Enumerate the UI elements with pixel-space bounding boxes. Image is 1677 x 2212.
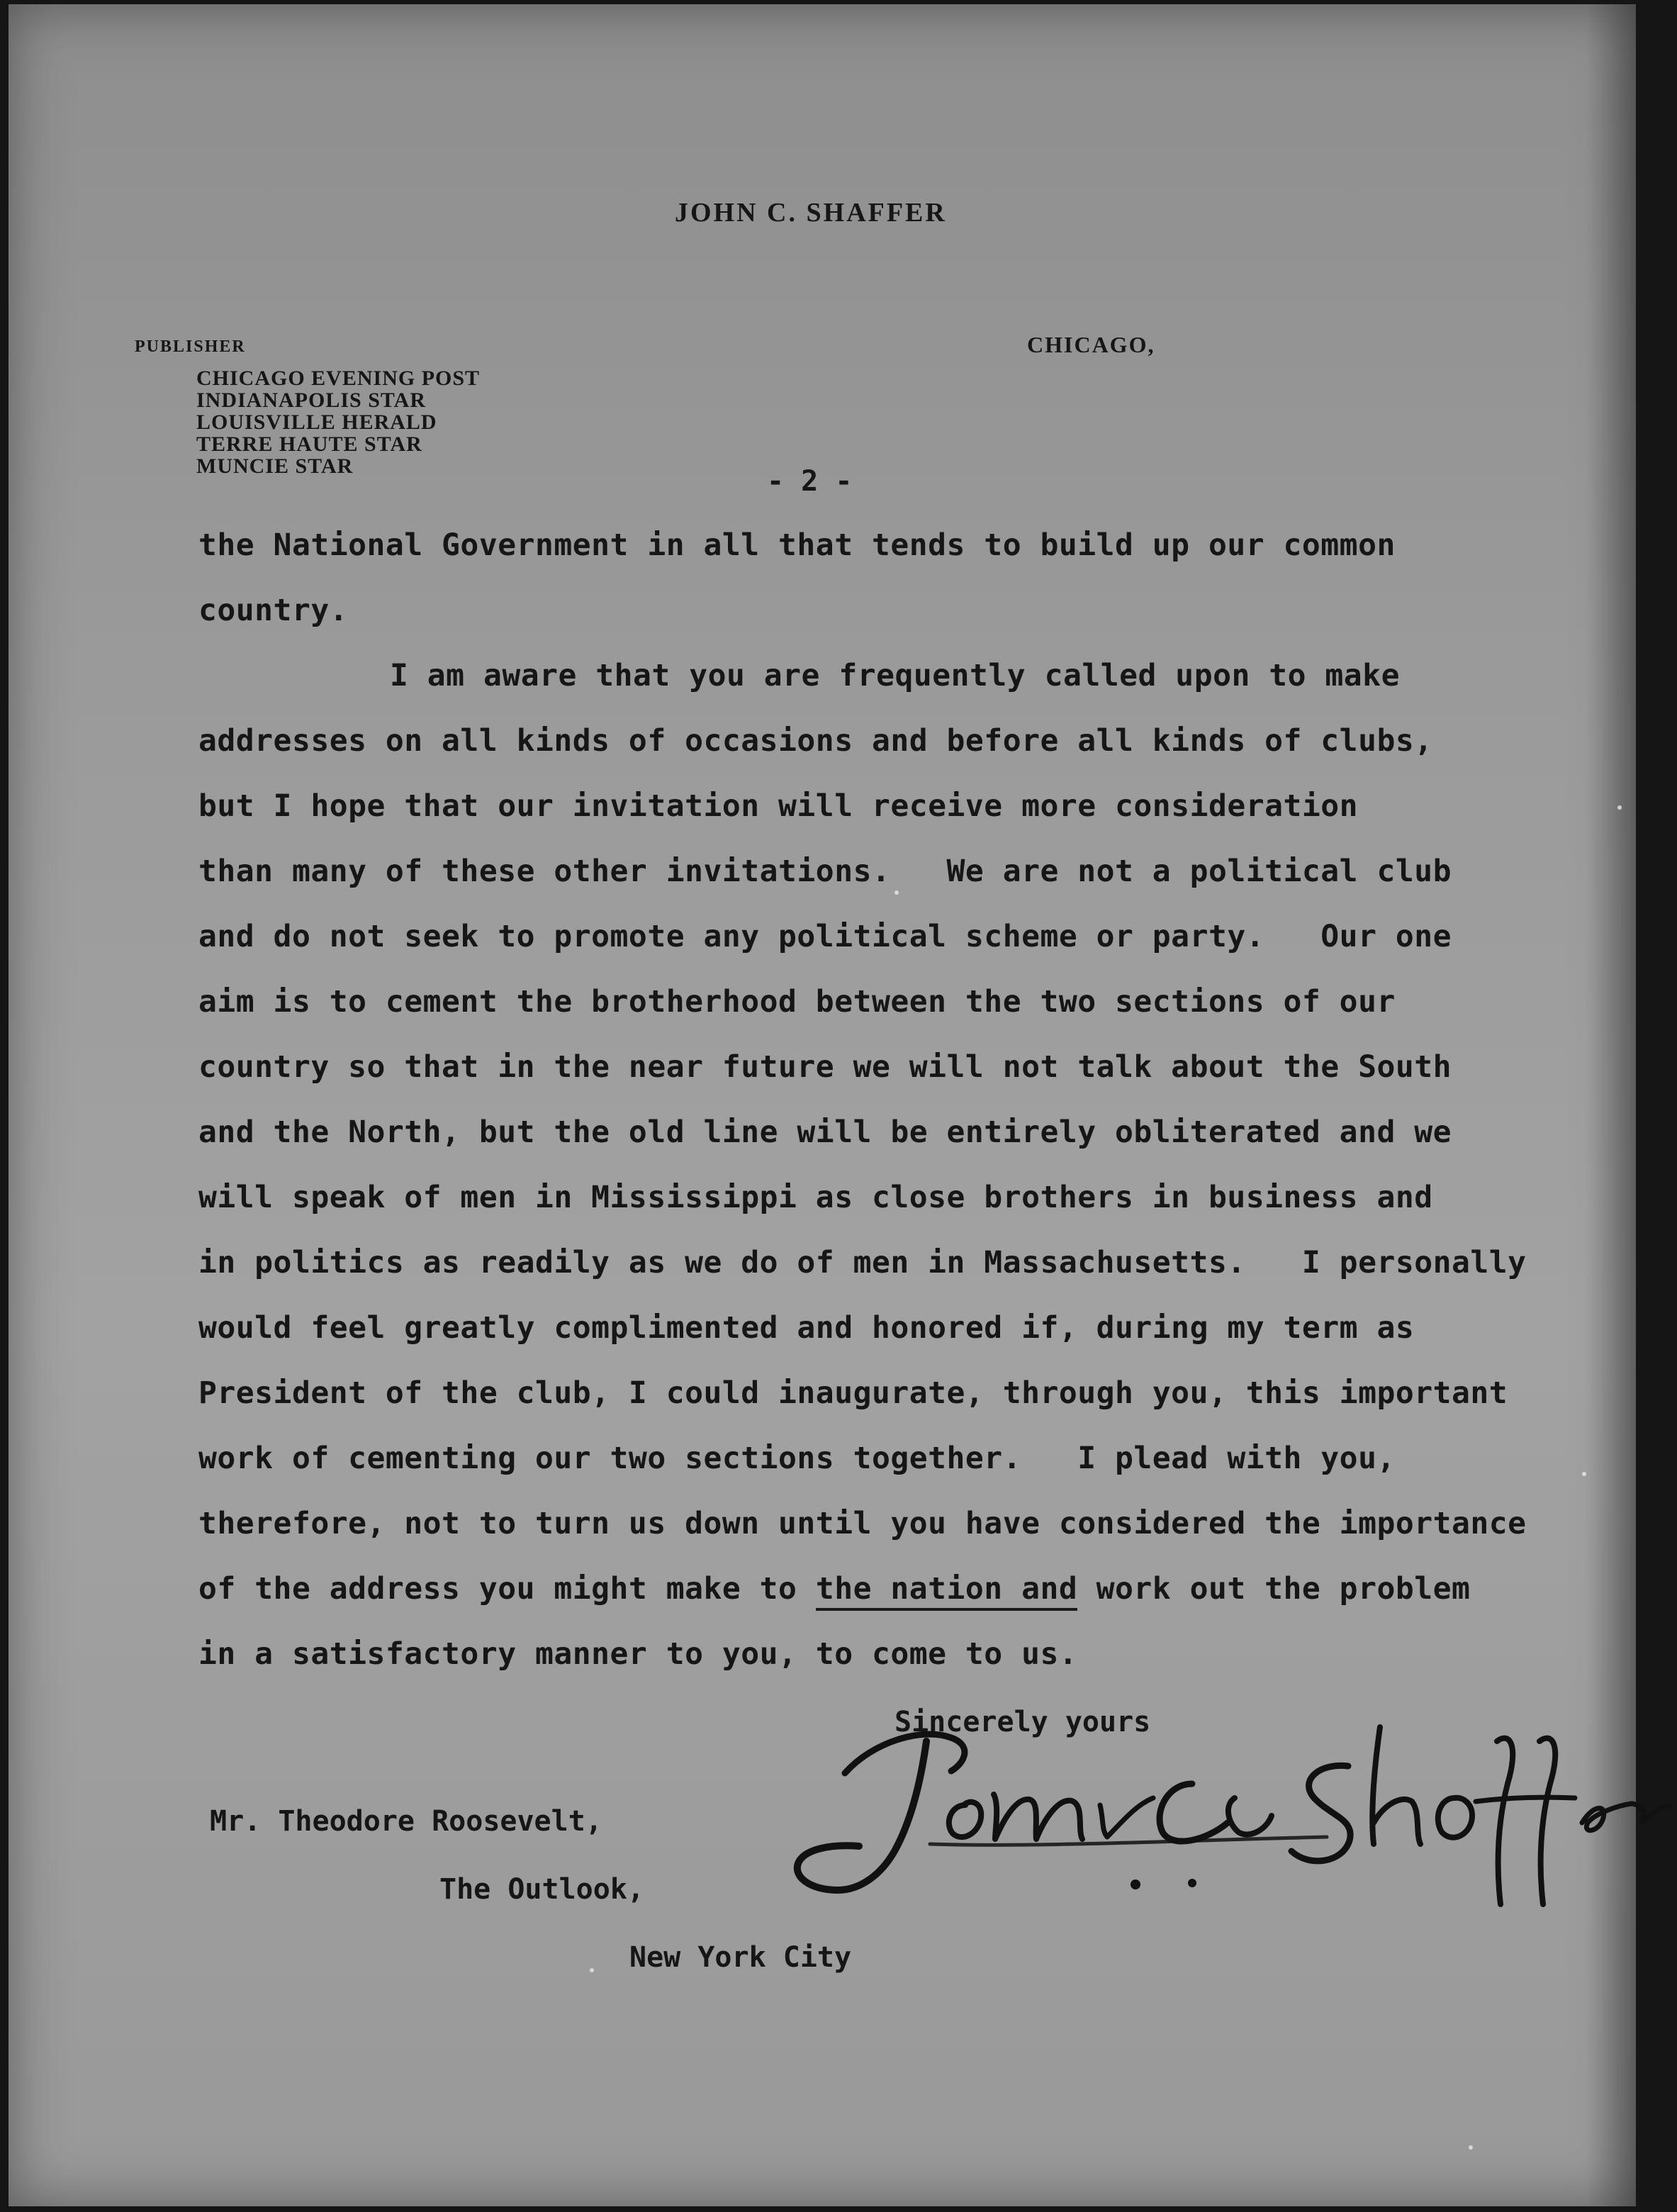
paper-speck (1617, 805, 1622, 810)
body-line: the National Government in all that tends to build up our common (198, 527, 1396, 563)
body-line: than many of these other invitations. We are not a political club (198, 854, 1452, 889)
city-label: CHICAGO, (1027, 332, 1155, 357)
body-line-segment: of the address you might make to (198, 1571, 816, 1607)
body-line: addresses on all kinds of occasions and before all kinds of clubs, (198, 723, 1433, 759)
underlined-phrase: the nation and (816, 1571, 1077, 1611)
body-line: country so that in the near future we will not talk about the South (198, 1049, 1452, 1085)
body-line: country. (198, 593, 349, 628)
body-line: will speak of men in Mississippi as close brothers in business and (198, 1180, 1433, 1215)
newspaper-item: TERRE HAUTE STAR (196, 432, 422, 456)
body-line: and do not seek to promote any political scheme or party. Our one (198, 919, 1452, 954)
paper-speck (1582, 1472, 1586, 1476)
handwritten-signature (739, 1699, 1674, 1926)
body-line: therefore, not to turn us down until you have considered the importance (198, 1506, 1527, 1541)
paper-speck (894, 890, 899, 895)
body-line (198, 1571, 1471, 1607)
body-line-segment: work out the problem (1077, 1571, 1471, 1607)
publisher-label: PUBLISHER (135, 337, 246, 356)
body-line: work of cementing our two sections together. I plead with you, (198, 1441, 1396, 1476)
letter-page (9, 4, 1636, 2206)
body-line: in a satisfactory manner to you, to come to us. (198, 1636, 1078, 1672)
body-line: would feel greatly complimented and honored if, during my term as (198, 1310, 1415, 1346)
body-line: and the North, but the old line will be entirely obliterated and we (198, 1115, 1452, 1150)
newspaper-item: CHICAGO EVENING POST (196, 367, 481, 390)
recipient-organization: The Outlook, (439, 1873, 644, 1906)
newspaper-list (196, 367, 480, 477)
body-line: in politics as readily as we do of men in Massachusetts. I personally (198, 1245, 1527, 1280)
body-line: aim is to cement the brotherhood between the two sections of our (198, 984, 1396, 1020)
paper-speck (590, 1968, 594, 1972)
newspaper-item: LOUISVILLE HERALD (196, 410, 437, 434)
body-line: I am aware that you are frequently called upon to make (390, 658, 1400, 693)
letterhead-name: JOHN C. SHAFFER (675, 198, 947, 228)
closing-salutation: Sincerely yours (894, 1706, 1151, 1738)
recipient-city: New York City (629, 1941, 852, 1974)
newspaper-item: INDIANAPOLIS STAR (196, 389, 427, 412)
paper-speck (1469, 2145, 1473, 2150)
body-line: President of the club, I could inaugurate, through you, this important (198, 1375, 1508, 1411)
recipient-name: Mr. Theodore Roosevelt, (210, 1805, 602, 1838)
body-line: but I hope that our invitation will receive more consideration (198, 788, 1359, 824)
newspaper-item: MUNCIE STAR (196, 454, 354, 478)
page-number: - 2 - (767, 465, 853, 498)
